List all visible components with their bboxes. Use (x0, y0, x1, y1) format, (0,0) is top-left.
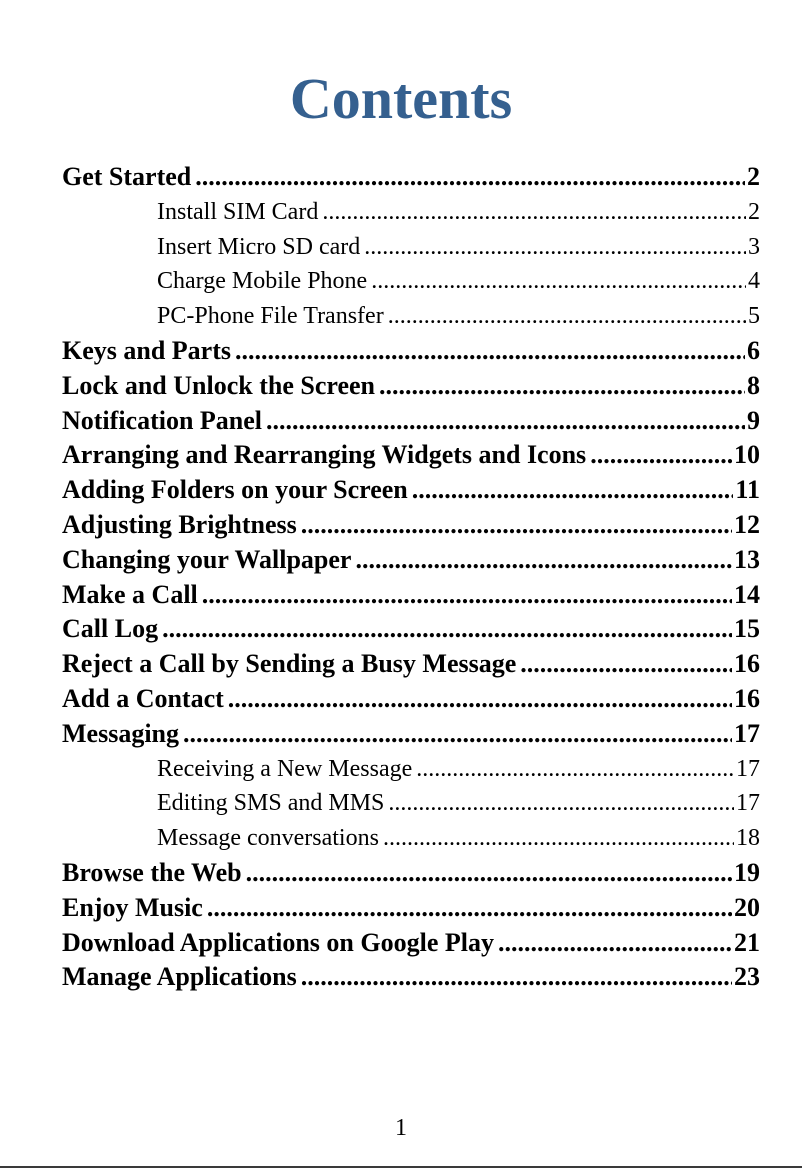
toc-entry-page: 15 (734, 614, 760, 644)
toc-subentry[interactable] (62, 786, 760, 821)
dot-leader (383, 821, 734, 856)
toc-entry[interactable] (62, 543, 760, 578)
toc-subentry[interactable] (62, 264, 760, 299)
dot-leader (207, 891, 732, 926)
toc-entry[interactable] (62, 160, 760, 195)
toc-entry[interactable] (62, 856, 760, 891)
toc-entry[interactable] (62, 960, 760, 995)
dot-leader (235, 334, 745, 369)
toc-entry[interactable] (62, 578, 760, 613)
page-title: Contents (289, 66, 513, 131)
dot-leader (266, 404, 745, 439)
dot-leader (498, 926, 732, 961)
dot-leader (388, 786, 734, 821)
dot-leader (416, 752, 734, 787)
toc-entry[interactable] (62, 334, 760, 369)
toc-entry-label: Reject a Call by Sending a Busy Message (62, 649, 517, 679)
toc-entry-page: 2 (748, 198, 760, 225)
toc-entry-label: Keys and Parts (62, 335, 231, 365)
dot-leader (388, 299, 746, 334)
toc-entry-label: Download Applications on Google Play (62, 927, 494, 957)
toc-entry[interactable] (62, 473, 760, 508)
toc-entry-label: Editing SMS and MMS (157, 790, 385, 817)
dot-leader (322, 195, 746, 230)
toc-entry[interactable] (62, 891, 760, 926)
dot-leader (228, 682, 732, 717)
toc-entry[interactable] (62, 612, 760, 647)
toc-entry-page: 13 (734, 544, 760, 574)
table-of-contents (62, 160, 760, 995)
dot-leader (590, 438, 732, 473)
toc-entry-page: 4 (748, 268, 760, 295)
toc-subentry[interactable] (62, 230, 760, 265)
toc-entry-page: 2 (747, 162, 760, 191)
toc-entry-page: 21 (734, 927, 760, 957)
toc-entry-page: 12 (734, 509, 760, 539)
toc-entry-page: 20 (734, 892, 760, 922)
toc-subentry[interactable] (62, 752, 760, 787)
toc-entry-page: 19 (734, 857, 760, 887)
toc-entry-page: 17 (736, 790, 760, 817)
toc-entry-label: PC-Phone File Transfer (157, 303, 384, 330)
toc-entry-label: Get Started (62, 162, 192, 191)
toc-entry-page: 5 (748, 303, 760, 330)
toc-entry-label: Manage Applications (62, 962, 297, 992)
dot-leader (301, 960, 732, 995)
toc-entry-page: 3 (748, 233, 760, 260)
toc-entry-page: 11 (735, 475, 760, 505)
toc-entry-page: 9 (747, 405, 760, 435)
toc-entry-label: Receiving a New Message (157, 755, 413, 782)
dot-leader (301, 508, 732, 543)
toc-entry[interactable] (62, 682, 760, 717)
toc-subentry[interactable] (62, 299, 760, 334)
dot-leader (246, 856, 732, 891)
toc-entry-label: Notification Panel (62, 405, 263, 435)
toc-entry-label: Browse the Web (62, 857, 242, 887)
dot-leader (412, 473, 734, 508)
toc-subentry[interactable] (62, 195, 760, 230)
toc-entry-label: Adding Folders on your Screen (62, 475, 408, 505)
toc-entry-label: Enjoy Music (62, 892, 203, 922)
toc-entry[interactable] (62, 647, 760, 682)
dot-leader (202, 578, 732, 613)
toc-subentry[interactable] (62, 821, 760, 856)
toc-entry-page: 8 (747, 370, 760, 400)
toc-entry-page: 17 (736, 755, 760, 782)
dot-leader (355, 543, 732, 578)
toc-entry-page: 17 (734, 718, 760, 748)
dot-leader (379, 369, 745, 404)
toc-entry-label: Call Log (62, 614, 159, 644)
toc-entry-label: Add a Contact (62, 683, 224, 713)
toc-entry-page: 16 (734, 649, 760, 679)
dot-leader (162, 612, 732, 647)
page-number: 1 (395, 1115, 407, 1141)
toc-entry-label: Insert Micro SD card (157, 233, 361, 260)
toc-entry-label: Arranging and Rearranging Widgets and Icons (62, 440, 587, 470)
toc-entry[interactable] (62, 438, 760, 473)
toc-entry-label: Message conversations (157, 825, 379, 852)
toc-entry-label: Messaging (62, 718, 179, 748)
dot-leader (183, 717, 732, 752)
toc-entry-label: Install SIM Card (157, 198, 319, 225)
toc-entry[interactable] (62, 369, 760, 404)
toc-entry[interactable] (62, 926, 760, 961)
toc-entry-page: 16 (734, 683, 760, 713)
toc-entry-page: 14 (734, 579, 760, 609)
toc-entry-page: 6 (747, 335, 760, 365)
toc-entry-label: Changing your Wallpaper (62, 544, 352, 574)
toc-entry-label: Charge Mobile Phone (157, 268, 368, 295)
toc-entry-label: Make a Call (62, 579, 198, 609)
toc-entry-page: 23 (734, 962, 760, 992)
dot-leader (364, 230, 746, 265)
toc-entry[interactable] (62, 404, 760, 439)
toc-entry-page: 18 (736, 825, 760, 852)
toc-entry[interactable] (62, 508, 760, 543)
toc-entry[interactable] (62, 717, 760, 752)
dot-leader (371, 264, 746, 299)
toc-entry-page: 10 (734, 440, 760, 470)
toc-entry-label: Lock and Unlock the Screen (62, 370, 375, 400)
page-bottom-rule (0, 1166, 802, 1168)
toc-entry-label: Adjusting Brightness (62, 509, 297, 539)
dot-leader (520, 647, 732, 682)
dot-leader (195, 160, 745, 195)
